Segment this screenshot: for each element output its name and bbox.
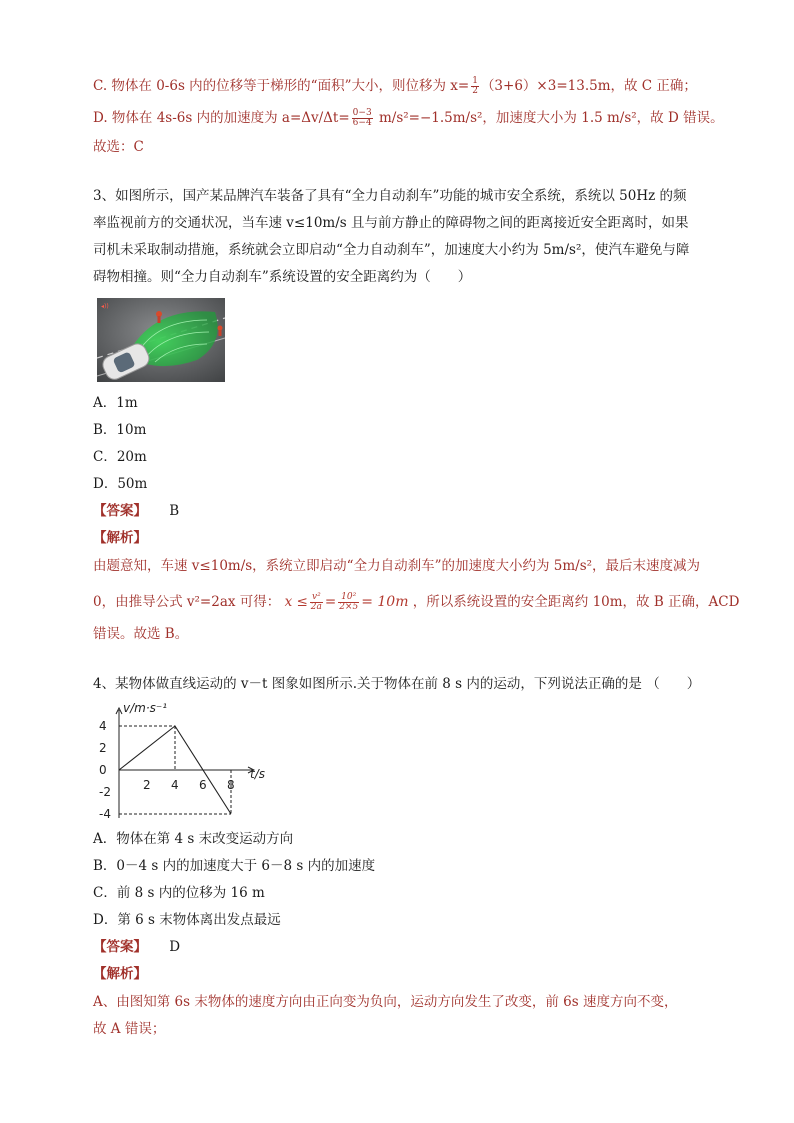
prev-choice: 故选：C — [93, 139, 144, 155]
q4-option-a: A．物体在第 4 s 末改变运动方向 — [93, 831, 294, 847]
q4-answer-row — [93, 937, 180, 957]
q3-stem-line1: 3、如图所示，国产某品牌汽车装备了具有“全力自动刹车”功能的城市安全系统，系统以 50Hz 的频 — [93, 188, 687, 204]
x-tick-label: 8 — [227, 778, 235, 792]
q3-analysis-line3: 错误。故选 B。 — [93, 626, 189, 642]
q3-option-c: C．20m — [93, 449, 147, 465]
option-d-explanation: D. 物体在 4s-6s 内的加速度为 a=Δv/Δt= $\frac{0-3}{6-4}$ m/s²=−1.5m/s²，加速度大小为 1.5 m/s²，故 D 错误。 — [93, 108, 724, 128]
formula: x ≤ $\frac{\text{v²}}{2a}$ = $\frac{\text{10²}}{2\times 5}$ = 10m — [284, 592, 409, 612]
fraction-accel: $\frac{0-3}{6-4}$ — [352, 108, 372, 128]
q4-answer: D — [169, 939, 181, 955]
y-axis-label: v/m·s⁻¹ — [123, 701, 168, 715]
q3-stem-line2: 率监视前方的交通状况，当车速 v≤10m/s 且与前方静止的障碍物之间的距离接近安全距离时，如果 — [93, 215, 689, 231]
q3-stem-line3: 司机未采取制动措施，系统就会立即启动“全力自动刹车”，加速度大小约为 5m/s²，使汽车避免与障 — [93, 242, 690, 258]
x-tick-label: 2 — [143, 778, 151, 792]
svg-text:◂)): ◂)) — [101, 303, 109, 310]
q3-analysis-line1: 由题意知，车速 v≤10m/s，系统立即启动“全力自动刹车”的加速度大小约为 5m/s²，最后末速度减为 — [93, 558, 701, 574]
q3-answer-row — [93, 501, 179, 521]
y-tick-label: 4 — [99, 719, 107, 733]
analysis-label: 【解析】 — [93, 966, 147, 982]
y-tick-label: -4 — [99, 807, 111, 821]
q4-stem: 4、某物体做直线运动的 v－t 图象如图所示.关于物体在前 8 s 内的运动，下列说法正确的是 （ ） — [93, 676, 701, 692]
x-tick-label: 6 — [199, 778, 207, 792]
q4-analysis-line1: A、由图知第 6s 末物体的速度方向由正向变为负向，运动方向发生了改变，前 6s 速度方向不变， — [93, 994, 678, 1010]
y-tick-label: 0 — [99, 763, 107, 777]
q4-option-c: C．前 8 s 内的位移为 16 m — [93, 885, 265, 901]
q3-option-b: B．10m — [93, 422, 147, 438]
q3-answer: B — [169, 503, 180, 519]
y-tick-label: -2 — [99, 785, 111, 799]
q3-analysis-line2: 0，由推导公式 v²=2ax 可得： x ≤ $\frac{\text{v²}}{2a}$ = $\frac{\text{10²}}{2\times 5}$ = 10m ，所以系统设置的安全距离约 10m，故 B 正确，ACD — [93, 592, 740, 612]
fraction-half: $\frac{1}{2}$ — [472, 76, 478, 96]
option-c-explanation: C. 物体在 0-6s 内的位移等于梯形的“面积”大小，则位移为 x= $\frac{1}{2}$ （3+6）×3=13.5m，故 C 正确； — [93, 76, 697, 96]
x-axis-label: t/s — [250, 767, 265, 781]
vt-graph — [93, 700, 293, 825]
analysis-label: 【解析】 — [93, 530, 147, 546]
q4-option-d: D．第 6 s 末物体离出发点最远 — [93, 912, 281, 928]
x-tick-label: 4 — [171, 778, 179, 792]
answer-label: 【答案】 — [93, 503, 147, 519]
q3-option-d: D．50m — [93, 476, 148, 492]
q4-analysis-line2: 故 A 错误； — [93, 1021, 166, 1037]
car-radar-photo — [97, 298, 225, 382]
q4-option-b: B．0－4 s 内的加速度大于 6－8 s 内的加速度 — [93, 858, 376, 874]
q3-option-a: A．1m — [93, 395, 138, 411]
y-tick-label: 2 — [99, 741, 107, 755]
answer-label: 【答案】 — [93, 939, 147, 955]
q3-stem-line4: 碍物相撞。则“全力自动刹车”系统设置的安全距离约为（ ） — [93, 269, 472, 285]
